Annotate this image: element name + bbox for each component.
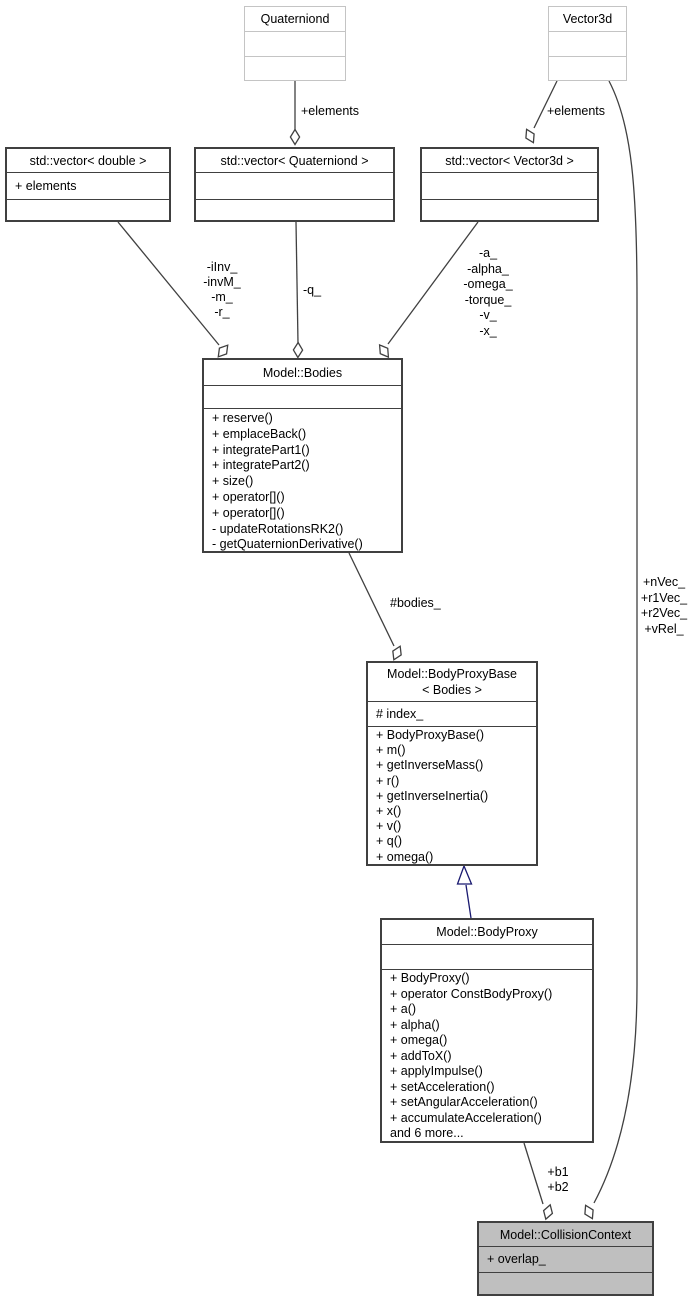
text-line: + x(): [376, 804, 402, 819]
text-line: + v(): [376, 819, 402, 834]
text-line: Model::BodyProxyBase: [387, 667, 517, 681]
text-line: +b2: [547, 1180, 569, 1194]
edge-label-bodyproxy-collisioncontext: [534, 1165, 582, 1195]
class-title: [368, 663, 536, 701]
text-line: + size(): [212, 474, 254, 489]
text-line: + getInverseInertia(): [376, 788, 489, 803]
text-line: + BodyProxyBase(): [376, 728, 485, 742]
edge-label-vector3d-elements: +elements: [547, 104, 606, 118]
text-line: + omega(): [376, 849, 434, 864]
text-line: -r_: [214, 305, 230, 319]
class-title: Vector3d: [562, 12, 613, 26]
inheritance-line: [466, 885, 471, 918]
text-line: +b1: [547, 1165, 569, 1179]
class-title: Model::Bodies: [262, 365, 343, 380]
class-title: std::vector< Quaterniond >: [220, 153, 369, 168]
text-line: + a(): [390, 1002, 417, 1016]
text-line: -torque_: [464, 292, 512, 307]
text-line: + reserve(): [212, 411, 273, 425]
text-line: +r2Vec_: [640, 606, 688, 620]
edge-label-vecquaterniond-bodies: -q_: [303, 283, 322, 297]
text-line: # index_: [376, 706, 424, 721]
aggregation-diamond: [541, 1203, 554, 1220]
text-line: - updateRotationsRK2(): [212, 521, 344, 536]
class-title: std::vector< Vector3d >: [445, 153, 574, 168]
text-line: + q(): [376, 834, 403, 849]
class-title: std::vector< double >: [29, 153, 147, 168]
text-line: -invM_: [203, 275, 241, 289]
class-attributes: [368, 701, 536, 726]
aggregation-diamond: [293, 342, 302, 357]
text-line: + BodyProxy(): [390, 971, 470, 985]
text-line: + omega(): [390, 1033, 448, 1047]
edge-label-vecvector3d-bodies: [438, 246, 538, 339]
aggregation-diamond: [390, 644, 405, 661]
text-line: + operator ConstBodyProxy(): [390, 986, 553, 1001]
text-line: + setAngularAcceleration(): [390, 1095, 538, 1109]
text-line: -omega_: [463, 277, 513, 291]
text-line: + m(): [376, 743, 406, 758]
class-box-model-bodyproxy[interactable]: [380, 918, 594, 1143]
text-line: + accumulateAcceleration(): [390, 1110, 542, 1125]
text-line: < Bodies >: [422, 683, 482, 697]
text-line: + operator[](): [212, 489, 285, 504]
class-attributes: [422, 172, 597, 199]
text-line: + emplaceBack(): [212, 426, 307, 441]
text-line: + getInverseMass(): [376, 758, 484, 773]
text-line: + r(): [376, 773, 400, 788]
text-line: -iInv_: [206, 260, 238, 274]
text-line: -v_: [479, 308, 497, 322]
text-line: - getQuaternionDerivative(): [212, 537, 363, 551]
edge-label-vecdouble-bodies: [172, 260, 272, 320]
text-line: + integratePart2(): [212, 458, 310, 473]
class-title: Model::CollisionContext: [499, 1227, 632, 1242]
text-line: + operator[](): [212, 505, 285, 520]
class-attributes: [479, 1246, 652, 1272]
class-attributes: [549, 31, 626, 56]
text-line: + setAcceleration(): [390, 1079, 495, 1094]
edge-label-bodies-bodyproxybase: #bodies_: [390, 596, 441, 610]
class-methods: [245, 56, 345, 80]
class-methods: [204, 408, 401, 551]
text-line: + addToX(): [390, 1048, 452, 1063]
class-box-std-vector-double[interactable]: [5, 147, 171, 222]
class-title: Model::BodyProxy: [436, 925, 538, 939]
class-methods: [382, 969, 592, 1141]
text-line: -a_: [478, 246, 498, 260]
aggregation-diamond: [581, 1203, 596, 1221]
edge-vector3d-collisioncontext: [594, 81, 637, 1203]
edge-bodies-bodyproxybase: [349, 553, 394, 646]
edge-label-vector3d-collisioncontext: [633, 575, 695, 637]
class-box-model-collisioncontext[interactable]: [477, 1221, 654, 1296]
text-line: -m_: [211, 290, 233, 304]
class-attributes: [196, 172, 393, 199]
text-line: -alpha_: [467, 261, 509, 276]
text-line: +vRel_: [644, 621, 684, 636]
class-box-std-vector-quaterniond[interactable]: [194, 147, 395, 222]
text-line: + applyImpulse(): [390, 1064, 483, 1078]
class-box-quaterniond[interactable]: [244, 6, 346, 81]
aggregation-diamond: [290, 130, 299, 145]
text-line: +nVec_: [642, 575, 686, 589]
text-line: + elements: [15, 178, 77, 193]
class-title: Quaterniond: [260, 12, 330, 26]
class-box-model-bodyproxybase[interactable]: [366, 661, 538, 866]
text-line: + alpha(): [390, 1017, 440, 1032]
class-methods: [7, 199, 169, 220]
class-attributes: [7, 172, 169, 199]
aggregation-diamond: [522, 127, 537, 145]
class-methods: [479, 1272, 652, 1294]
text-line: -x_: [479, 323, 497, 338]
inheritance-triangle-icon: [458, 866, 472, 884]
text-line: + overlap_: [487, 1252, 546, 1266]
class-methods: [368, 726, 536, 864]
class-box-model-bodies[interactable]: [202, 358, 403, 553]
text-line: and 6 more...: [390, 1126, 464, 1140]
class-methods: [422, 199, 597, 220]
text-line: + integratePart1(): [212, 442, 310, 457]
class-box-std-vector-vector3d[interactable]: [420, 147, 599, 222]
class-attributes: [245, 31, 345, 56]
edge-vecquaterniond-bodies: [296, 222, 298, 343]
class-methods: [196, 199, 393, 220]
class-attributes: [204, 385, 401, 408]
text-line: +r1Vec_: [640, 590, 688, 605]
class-methods: [549, 56, 626, 80]
class-box-vector3d[interactable]: [548, 6, 627, 81]
class-attributes: [382, 944, 592, 969]
edge-label-quaterniond-elements: +elements: [301, 104, 360, 118]
